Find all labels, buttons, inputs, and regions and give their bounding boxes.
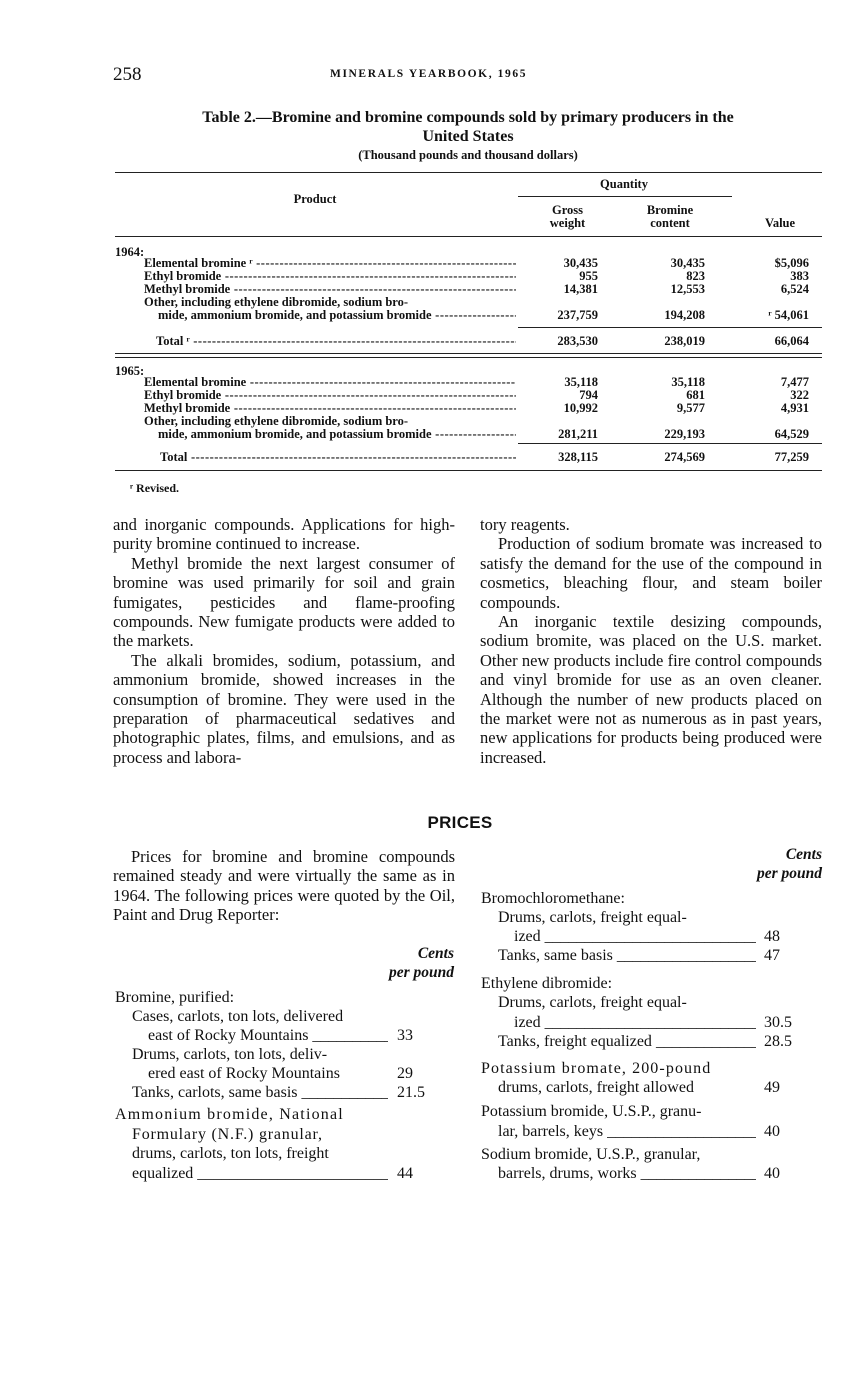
section-heading-prices: PRICES	[427, 813, 493, 832]
gross-weight-cell: 14,381	[563, 282, 598, 296]
column-header-gross-weight	[520, 204, 615, 230]
per-pound-label: per pound	[756, 865, 822, 882]
price-item-label: Potassium bromate, 200-pound	[481, 1060, 712, 1077]
product-label: Methyl bromide -----	[144, 402, 516, 415]
value-cell: 66,064	[774, 334, 809, 348]
total-label: Total -----	[160, 451, 516, 464]
table-row	[0, 376, 864, 389]
price-item-label: Tanks, carlots, same basis _____	[132, 1083, 388, 1103]
column-header-product: Product	[293, 192, 337, 206]
year-separator-rule	[115, 353, 822, 354]
bromine-content-cell: 274,569	[664, 450, 705, 464]
price-value: 48	[764, 928, 780, 945]
bromine-content-cell: 238,019	[664, 334, 705, 348]
table-row	[0, 296, 864, 309]
price-value: 29	[397, 1065, 413, 1082]
table-row	[0, 428, 864, 441]
price-item-label: ered east of Rocky Mountains	[148, 1065, 340, 1082]
price-value: 47	[764, 947, 780, 964]
table-row	[0, 402, 864, 415]
table-title-line-2: United States	[422, 128, 514, 145]
table-row	[0, 270, 864, 283]
price-value: 30.5	[764, 1014, 792, 1031]
page-number: 258	[113, 64, 142, 85]
product-label-continued: mide, ammonium bromide, and potassium bromide -----	[158, 309, 516, 322]
per-pound-label: per pound	[388, 964, 454, 981]
price-item-label: Drums, carlots, ton lots, deliv-	[132, 1046, 328, 1063]
price-item-label: Ammonium bromide, National	[115, 1106, 344, 1123]
quantity-header-rule	[518, 196, 732, 197]
paragraph: Prices for bromine and bromine compounds remained steady and were virtually the same as in 1964. The following prices were quoted by the Oil, Paint and Drug Reporter:	[113, 847, 455, 925]
table-units: (Thousand pounds and thousand dollars)	[358, 148, 578, 162]
price-item-label: Sodium bromide, U.S.P., granular,	[481, 1146, 701, 1163]
table-row	[0, 415, 864, 428]
column-header-bromine-content	[620, 204, 720, 230]
value-cell: $5,096	[774, 256, 809, 270]
table-title-line-1: Table 2.—Bromine and bromine compounds sold by primary producers in the	[202, 109, 734, 126]
price-value: 44	[397, 1165, 413, 1182]
gross-weight-cell: 30,435	[563, 256, 598, 270]
paragraph: Methyl bromide the next largest consumer of bromine was used primarily for soil and grain fumigates, pesticides and flame-proofing compounds. New fumigate products were added to the markets.	[113, 553, 455, 651]
price-unit-header-right	[700, 845, 822, 883]
table-top-rule	[115, 172, 822, 173]
gross-weight-cell: 281,211	[558, 427, 598, 441]
value-cell: 6,524	[780, 282, 809, 296]
price-unit-header-left	[330, 944, 454, 982]
value-cell: 383	[790, 269, 809, 283]
gross-weight-cell: 35,118	[564, 375, 598, 389]
bromine-content-line-2: content	[650, 216, 690, 230]
price-item-label: Bromochloromethane:	[481, 890, 625, 907]
price-item-label: Bromine, purified:	[115, 989, 235, 1006]
gross-weight-cell: 237,759	[557, 308, 598, 322]
gross-weight-line-1: Gross	[551, 203, 584, 217]
table-header-rule	[115, 236, 822, 237]
price-value: 49	[764, 1079, 780, 1096]
value-cell: ʳ 54,061	[768, 308, 809, 322]
text-column-left	[113, 515, 455, 767]
value-cell: 7,477	[780, 375, 809, 389]
column-header-value: Value	[764, 216, 796, 230]
paragraph: tory reagents.	[480, 515, 570, 534]
gross-weight-cell: 794	[579, 388, 598, 402]
product-label: Methyl bromide -----	[144, 283, 516, 296]
table-row	[0, 389, 864, 402]
value-cell: 77,259	[774, 450, 809, 464]
gross-weight-cell: 955	[579, 269, 598, 283]
price-item-label: Drums, carlots, freight equal-	[498, 994, 687, 1011]
price-item-label: Cases, carlots, ton lots, delivered	[132, 1008, 344, 1025]
product-label: Elemental bromine -----	[144, 376, 516, 389]
product-label: Elemental bromine ʳ -----	[144, 257, 516, 270]
product-label: Ethyl bromide -----	[144, 270, 516, 283]
product-label: Other, including ethylene dibromide, sodium bro-	[144, 415, 409, 428]
price-value: 28.5	[764, 1033, 792, 1050]
bromine-content-cell: 12,553	[670, 282, 705, 296]
price-value: 40	[764, 1165, 780, 1182]
bromine-content-cell: 823	[686, 269, 705, 283]
price-item-label: ized _____	[514, 1013, 756, 1033]
price-item-label: equalized _____	[132, 1164, 388, 1184]
table-row-total	[0, 335, 864, 348]
table-row-total	[0, 451, 864, 464]
table-row	[0, 283, 864, 296]
total-label: Total ʳ -----	[156, 335, 516, 348]
year-label-1965: 1965:	[115, 364, 145, 378]
paragraph: Production of sodium bromate was increased to satisfy the demand for the use of the compound in cosmetics, bleaching flour, and steam boiler compounds.	[480, 534, 822, 612]
cents-label: Cents	[417, 945, 454, 962]
bromine-content-cell: 681	[686, 388, 705, 402]
bromine-content-cell: 194,208	[664, 308, 705, 322]
bromine-content-cell: 9,577	[676, 401, 705, 415]
year-label-1964: 1964:	[115, 245, 145, 259]
running-title: MINERALS YEARBOOK, 1965	[330, 68, 528, 80]
price-value: 40	[764, 1123, 780, 1140]
subtotal-rule	[518, 327, 822, 328]
table-bottom-rule	[115, 470, 822, 471]
price-item-label: Potassium bromide, U.S.P., granu-	[481, 1103, 702, 1120]
text-column-right	[480, 515, 822, 767]
table-title	[115, 108, 821, 146]
gross-weight-cell: 328,115	[558, 450, 598, 464]
value-cell: 322	[790, 388, 809, 402]
price-item-label: drums, carlots, ton lots, freight	[132, 1145, 329, 1162]
price-value: 21.5	[397, 1084, 425, 1101]
paragraph: and inorganic compounds. Applications for high-purity bromine continued to increase.	[113, 515, 455, 554]
table-footnote: ʳ Revised.	[130, 481, 180, 495]
value-cell: 64,529	[774, 427, 809, 441]
bromine-content-cell: 229,193	[664, 427, 705, 441]
paragraph: An inorganic textile desizing compounds, sodium bromite, was placed on the U.S. market. Other new products include fire control compounds and vinyl bromide for use as an oven cleaner. Although the number of new products placed on the market were not as numerous as in past years, new applications for products being produced were increased.	[480, 612, 822, 767]
table-row	[0, 257, 864, 270]
product-label: Ethyl bromide -----	[144, 389, 516, 402]
value-cell: 4,931	[780, 401, 809, 415]
paragraph: The alkali bromides, sodium, potassium, and ammonium bromide, showed increases in the consumption of bromine. They were used in the preparation of pharmaceutical sedatives and photographic plates, films, and emulsions, and as process and labora-	[113, 650, 455, 767]
price-item-label: Tanks, same basis _____	[498, 946, 756, 966]
price-item-label: lar, barrels, keys _____	[498, 1122, 756, 1142]
gross-weight-line-2: weight	[549, 216, 586, 230]
price-item-label: Ethylene dibromide:	[481, 975, 613, 992]
table-row	[0, 309, 864, 322]
price-item-label: Drums, carlots, freight equal-	[498, 909, 687, 926]
price-item-label: drums, carlots, freight allowed	[498, 1079, 694, 1096]
gross-weight-cell: 283,530	[557, 334, 598, 348]
prices-intro	[113, 847, 455, 925]
bromine-content-line-1: Bromine	[646, 203, 694, 217]
price-item-label: Formulary (N.F.) granular,	[132, 1126, 323, 1143]
price-value: 33	[397, 1027, 413, 1044]
bromine-content-cell: 35,118	[671, 375, 705, 389]
column-header-quantity: Quantity	[600, 177, 648, 191]
cents-label: Cents	[785, 846, 822, 863]
year-separator-rule	[115, 357, 822, 358]
subtotal-rule	[518, 443, 822, 444]
product-label-continued: mide, ammonium bromide, and potassium bromide -----	[158, 428, 516, 441]
price-item-label: ized _____	[514, 927, 756, 947]
bromine-content-cell: 30,435	[670, 256, 705, 270]
price-item-label: barrels, drums, works _____	[498, 1164, 756, 1184]
price-item-label: east of Rocky Mountains _____	[148, 1026, 388, 1046]
product-label: Other, including ethylene dibromide, sodium bro-	[144, 296, 409, 309]
price-item-label: Tanks, freight equalized _____	[498, 1032, 756, 1052]
gross-weight-cell: 10,992	[563, 401, 598, 415]
